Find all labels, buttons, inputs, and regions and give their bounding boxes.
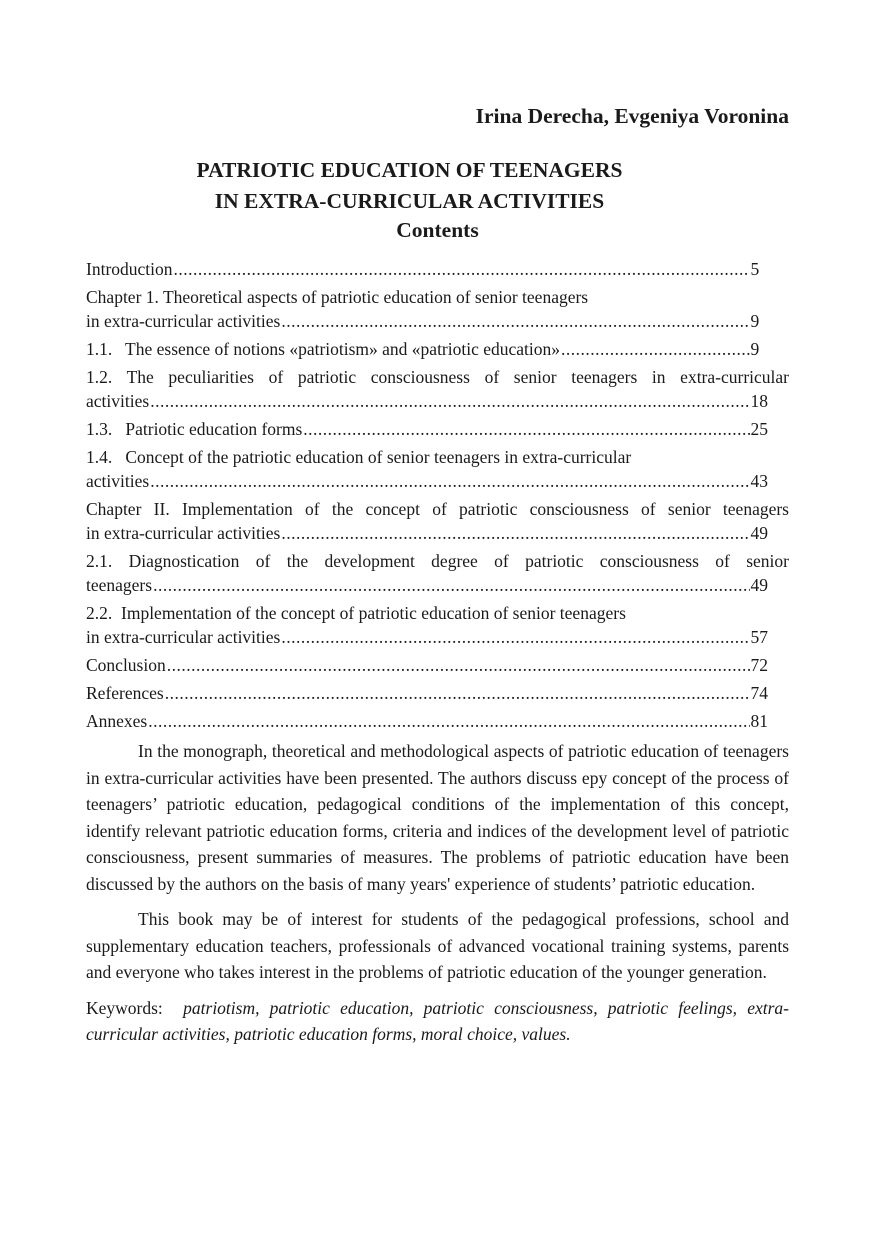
contents-heading: Contents <box>396 218 479 242</box>
toc-entry-title-cont: activities <box>86 391 150 411</box>
toc-entry-title: Chapter 1. Theoretical aspects of patriotic education of senior teenagers <box>86 287 589 307</box>
toc-entry-references <box>86 681 789 705</box>
title-line-1: PATRIOTIC EDUCATION OF TEENAGERS <box>196 158 623 182</box>
keywords-list: patriotism, patriotic education, patriotic consciousness, patriotic feelings, extra-curricular activities, patriotic education forms, moral choice, values. <box>86 997 789 1044</box>
toc-entry-title: 1.2. The peculiarities of patriotic consciousness of senior teenagers in extra-curricular <box>86 367 789 387</box>
toc-entry-title: Conclusion <box>86 655 166 675</box>
toc-entry-title-cont: in extra-curricular activities <box>86 311 281 331</box>
toc-entry-title: 1.1. The essence of notions «patriotism» and «patriotic education» <box>86 339 561 359</box>
toc-entry-1-3 <box>86 417 789 441</box>
toc-entry-chapter-1 <box>86 285 789 333</box>
toc-entry-page: 5 <box>750 259 760 279</box>
keywords-line <box>86 995 789 1048</box>
toc-entry-page: 9 <box>750 311 760 331</box>
toc-entry-title-cont: in extra-curricular activities <box>86 627 281 647</box>
toc-entry-2-2 <box>86 601 789 649</box>
toc-entry-page: 74 <box>750 683 768 703</box>
keywords-label: Keywords: <box>86 997 184 1018</box>
toc-entry-1-2 <box>86 365 789 413</box>
toc-entry-introduction <box>86 257 789 281</box>
toc-entry-conclusion <box>86 653 789 677</box>
toc-entry-page: 18 <box>750 391 768 411</box>
toc-entry-title: Introduction <box>86 259 173 279</box>
toc-entry-title: 1.4. Concept of the patriotic education of senior teenagers in extra-curricular <box>86 447 632 467</box>
toc-entry-title-cont: activities <box>86 471 150 491</box>
authors: Irina Derecha, Evgeniya Voronina <box>475 104 789 128</box>
toc-entry-title: Annexes <box>86 711 148 731</box>
table-of-contents <box>86 257 789 737</box>
toc-entry-title: 1.3. Patriotic education forms <box>86 419 303 439</box>
toc-entry-title-cont: in extra-curricular activities <box>86 523 281 543</box>
toc-entry-page: 9 <box>750 339 760 359</box>
toc-entry-page: 25 <box>750 419 768 439</box>
toc-entry-title: 2.1. Diagnostication of the development degree of patriotic consciousness of senior <box>86 551 789 571</box>
toc-entry-page: 49 <box>750 523 768 543</box>
book-title <box>86 155 789 217</box>
toc-entry-1-1 <box>86 337 789 361</box>
toc-entry-annexes <box>86 709 789 733</box>
toc-entry-title: Chapter II. Implementation of the concept of patriotic consciousness of senior teenagers <box>86 499 789 519</box>
toc-entry-page: 72 <box>750 655 768 675</box>
toc-entry-page: 57 <box>750 627 768 647</box>
toc-entry-1-4 <box>86 445 789 493</box>
abstract-paragraph-1: In the monograph, theoretical and methodological aspects of patriotic education of teenagers in extra-curricular activities have been presented. The authors discuss epy concept of the process of teenagers’ patriotic education, pedagogical conditions of the implementation of this concept, identify relevant patriotic education forms, criteria and indices of the development level of patriotic consciousness, present summaries of measures. The problems of patriotic education have been discussed by the authors on the basis of many years' experience of students’ patriotic education. <box>86 741 789 894</box>
toc-entry-page: 49 <box>750 575 768 595</box>
title-line-2: IN EXTRA-CURRICULAR ACTIVITIES <box>214 189 605 213</box>
toc-entry-title: References <box>86 683 164 703</box>
abstract-paragraph-2: This book may be of interest for students of the pedagogical professions, school and supplementary education teachers, professionals of advanced vocational training systems, parents and everyone who takes interest in the problems of patriotic education of the younger generation. <box>86 909 789 982</box>
toc-entry-title: 2.2. Implementation of the concept of patriotic education of senior teenagers <box>86 603 626 623</box>
toc-entry-page: 81 <box>750 711 768 731</box>
toc-entry-2-1 <box>86 549 789 597</box>
toc-entry-page: 43 <box>750 471 768 491</box>
toc-entry-title-cont: teenagers <box>86 575 153 595</box>
toc-entry-chapter-2 <box>86 497 789 545</box>
abstract <box>86 738 789 1048</box>
